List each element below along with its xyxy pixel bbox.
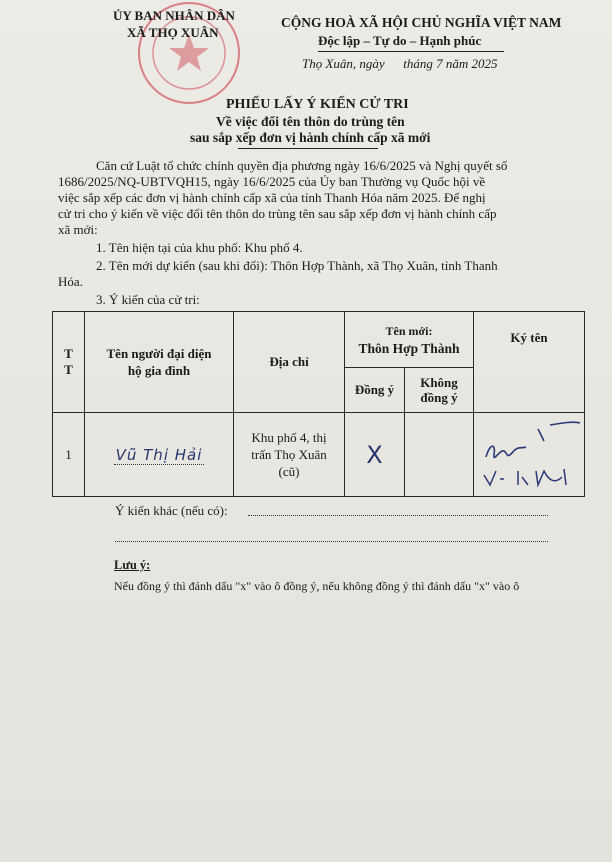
col-header-new-name-label: Tên mới: [385, 324, 433, 338]
col-header-tt [53, 312, 85, 413]
other-opinion-line-2[interactable] [115, 541, 548, 542]
motto-underline [318, 51, 504, 52]
item-2-line-1: 2. Tên mới dự kiến (sau khi đổi): Thôn Hợp Thành, xã Thọ Xuân, tỉnh Thanh [96, 258, 498, 273]
col-header-new-name [345, 312, 474, 368]
date-month-text: tháng 7 năm 2025 [403, 56, 498, 71]
cell-signature [474, 413, 585, 497]
cell-agree-mark [345, 413, 405, 497]
form-subtitle-2: sau sắp xếp đơn vị hành chính cấp xã mới [190, 130, 431, 145]
col-header-representative [85, 312, 234, 413]
agree-x-mark: X [366, 440, 383, 469]
basis-line-2: 1686/2025/NQ-UBTVQH15, ngày 16/6/2025 của Ủy ban Thường vụ Quốc hội về [58, 174, 486, 189]
item-2-line-2: Hóa. [58, 274, 83, 289]
col-header-tt-1: T [64, 346, 73, 361]
col-header-disagree-1: Không [420, 375, 458, 390]
col-header-tt-2: T [64, 362, 73, 377]
national-title: CỘNG HOÀ XÃ HỘI CHỦ NGHĨA VIỆT NAM [281, 15, 562, 30]
col-header-representative-2: hộ gia đình [127, 363, 191, 378]
basis-line-1: Căn cứ Luật tổ chức chính quyền địa phương ngày 16/6/2025 và Nghị quyết số [96, 158, 508, 173]
cell-disagree-mark [405, 413, 474, 497]
basis-line-4: cử tri cho ý kiến về việc đổi tên thôn do trùng tên sau sắp xếp đơn vị hành chính cấp [58, 206, 497, 221]
cell-address-2: trấn Thọ Xuân [251, 447, 327, 462]
cell-address-3: (cũ) [278, 464, 300, 479]
note-text: Nếu đồng ý thì đánh dấu "x" vào ô đồng ý, nếu không đồng ý thì đánh dấu "x" vào ô [114, 579, 520, 593]
signature-scribble-icon [478, 419, 583, 489]
place-date-text: Thọ Xuân, ngày [302, 56, 385, 71]
col-header-agree: Đồng ý [345, 368, 405, 413]
col-header-disagree [405, 368, 474, 413]
col-header-disagree-2: đồng ý [420, 390, 458, 405]
cell-representative-name [85, 413, 234, 497]
national-motto: Độc lập – Tự do – Hạnh phúc [318, 33, 482, 48]
opinion-table [52, 311, 585, 497]
item-1: 1. Tên hiện tại của khu phố: Khu phố 4. [96, 240, 303, 255]
cell-address [234, 413, 345, 497]
agency-name: ỦY BAN NHÂN DÂN [113, 8, 235, 23]
basis-line-3: việc sắp xếp các đơn vị hành chính cấp xã của tỉnh Thanh Hóa năm 2025. Để nghị [58, 190, 486, 205]
form-title: PHIẾU LẤY Ý KIẾN CỬ TRI [226, 97, 409, 112]
note-heading: Lưu ý: [114, 558, 151, 572]
col-header-representative-1: Tên người đại diện [106, 346, 212, 361]
place-date [302, 56, 497, 72]
title-underline [238, 148, 378, 149]
cell-index: 1 [53, 413, 85, 497]
form-subtitle-1: Về việc đổi tên thôn do trùng tên [216, 114, 405, 129]
col-header-address: Địa chỉ [234, 312, 345, 413]
handwritten-name: Vũ Thị Hải [115, 445, 203, 464]
cell-address-1: Khu phố 4, thị [251, 430, 327, 445]
col-header-signature: Ký tên [474, 312, 585, 413]
other-opinion-line-1[interactable] [248, 515, 548, 516]
other-opinion-label: Ý kiến khác (nếu có): [115, 503, 228, 518]
basis-line-5: xã mới: [58, 222, 98, 237]
agency-commune: XÃ THỌ XUÂN [127, 25, 219, 40]
table-row [53, 413, 585, 497]
col-header-new-name-value: Thôn Hợp Thành [358, 341, 460, 356]
item-3: 3. Ý kiến của cử tri: [96, 292, 200, 307]
